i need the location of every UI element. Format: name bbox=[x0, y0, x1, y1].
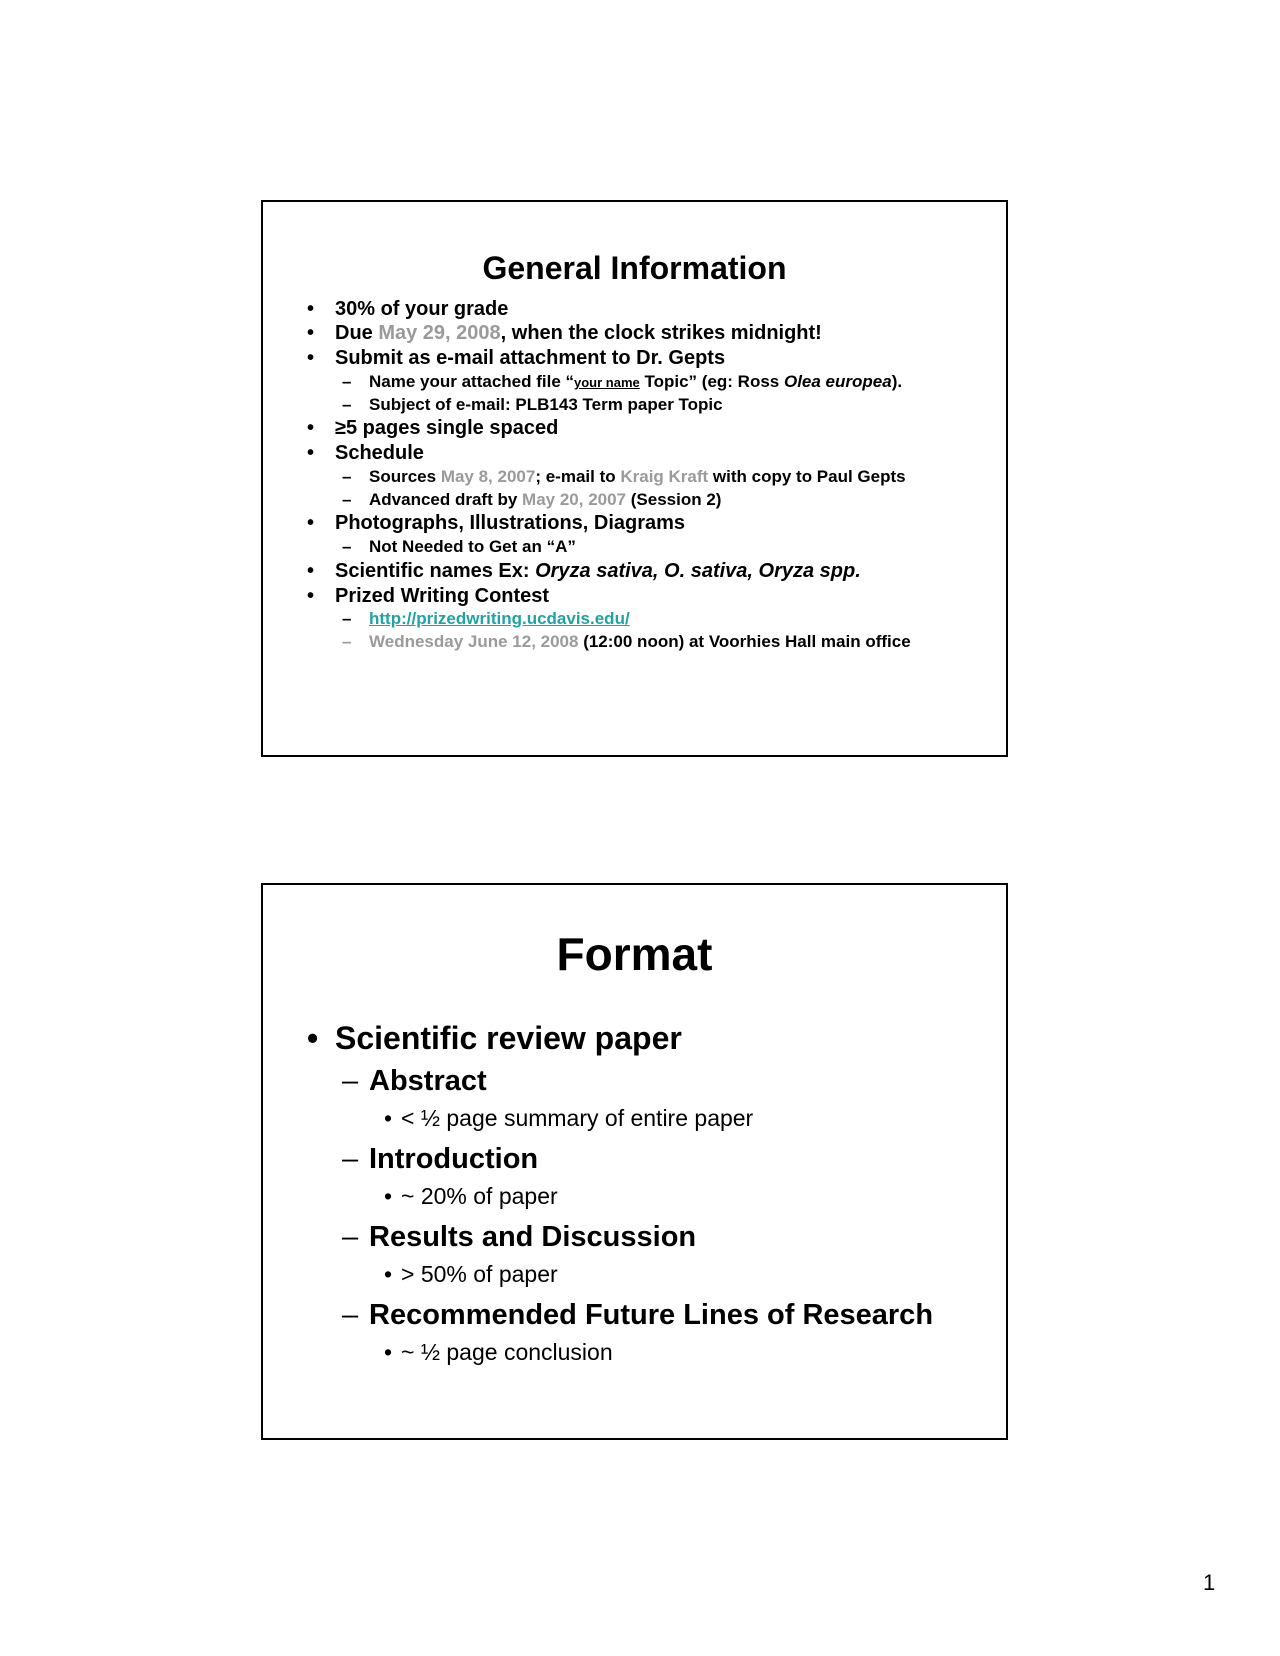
slide-format bbox=[261, 883, 1008, 1440]
bullet-contest: • Prized Writing Contest bbox=[307, 585, 550, 607]
dash-marker: – bbox=[342, 609, 352, 628]
bullet-due: • Due May 29, 2008, when the clock strikes midnight! bbox=[307, 322, 822, 344]
bullet-marker: • bbox=[307, 585, 315, 607]
bullet-marker: • bbox=[384, 1183, 393, 1209]
contact-name: Kraig Kraft bbox=[620, 467, 709, 486]
section-introduction-detail: • ~ 20% of paper bbox=[384, 1183, 558, 1209]
section-abstract-detail: • < ½ page summary of entire paper bbox=[384, 1105, 754, 1131]
section-abstract: – Abstract bbox=[342, 1065, 487, 1097]
bullet-submit: • Submit as e-mail attachment to Dr. Gepts bbox=[307, 347, 726, 369]
slide-title: Format bbox=[556, 928, 713, 980]
bullet-photos: • Photographs, Illustrations, Diagrams bbox=[307, 512, 686, 534]
section-introduction: – Introduction bbox=[342, 1143, 539, 1175]
bullet-marker: • bbox=[307, 1020, 319, 1056]
bullet-pages: • ≥5 pages single spaced bbox=[307, 417, 559, 439]
bullet-review-paper: • Scientific review paper bbox=[307, 1020, 682, 1056]
sub-not-needed: – Not Needed to Get an “A” bbox=[342, 537, 576, 556]
sub-contest-deadline: – Wednesday June 12, 2008 (12:00 noon) at Voorhies Hall main office bbox=[342, 632, 911, 651]
dash-marker: – bbox=[342, 1065, 359, 1097]
dash-marker: – bbox=[342, 395, 352, 414]
dash-marker: – bbox=[342, 490, 352, 509]
dash-marker: – bbox=[342, 1143, 359, 1175]
bullet-marker: • bbox=[307, 512, 315, 534]
your-name-placeholder: your name bbox=[574, 375, 640, 390]
due-date: May 29, 2008 bbox=[378, 322, 501, 344]
sub-email-subject: – Subject of e-mail: PLB143 Term paper Topic bbox=[342, 395, 723, 414]
bullet-marker: • bbox=[384, 1261, 393, 1287]
bullet-marker: • bbox=[307, 442, 315, 464]
section-future-research: – Recommended Future Lines of Research bbox=[342, 1299, 934, 1331]
dash-marker: – bbox=[342, 1221, 359, 1253]
dash-marker: – bbox=[342, 537, 352, 556]
bullet-schedule: • Schedule bbox=[307, 442, 424, 464]
dash-marker: – bbox=[342, 1299, 359, 1331]
bullet-grade: • 30% of your grade bbox=[307, 298, 509, 320]
bullet-marker: • bbox=[307, 560, 315, 582]
sub-contest-link bbox=[342, 609, 630, 629]
section-future-research-detail: • ~ ½ page conclusion bbox=[384, 1339, 613, 1365]
dash-marker: – bbox=[342, 372, 352, 391]
bullet-scientific-names: • Scientific names Ex: Oryza sativa, O. sativa, Oryza spp. bbox=[307, 560, 861, 582]
sub-sources: – Sources May 8, 2007; e-mail to Kraig Kraft with copy to Paul Gepts bbox=[342, 467, 906, 486]
bullet-marker: • bbox=[384, 1339, 393, 1365]
bullet-marker: • bbox=[307, 298, 315, 320]
sources-date: May 8, 2007 bbox=[440, 467, 536, 486]
slide-title: General Information bbox=[482, 250, 787, 286]
deadline-date: Wednesday June 12, 2008 bbox=[369, 632, 579, 651]
draft-date: May 20, 2007 bbox=[522, 490, 627, 509]
contest-link[interactable]: http://prizedwriting.ucdavis.edu/ bbox=[369, 609, 630, 628]
bullet-marker: • bbox=[384, 1105, 393, 1131]
bullet-marker: • bbox=[307, 322, 315, 344]
bullet-marker: • bbox=[307, 417, 315, 439]
dash-marker: – bbox=[342, 467, 352, 486]
slide-general-information bbox=[261, 200, 1008, 757]
sub-name-file: – Name your attached file “your name Topic” (eg: Ross Olea europea). bbox=[342, 372, 903, 391]
bullet-marker: • bbox=[307, 347, 315, 369]
dash-marker: – bbox=[342, 632, 352, 651]
section-results: – Results and Discussion bbox=[342, 1221, 697, 1253]
section-results-detail: • > 50% of paper bbox=[384, 1261, 558, 1287]
page-number: 1 bbox=[1203, 1570, 1216, 1595]
sub-advanced-draft: – Advanced draft by May 20, 2007 (Session 2) bbox=[342, 490, 722, 509]
